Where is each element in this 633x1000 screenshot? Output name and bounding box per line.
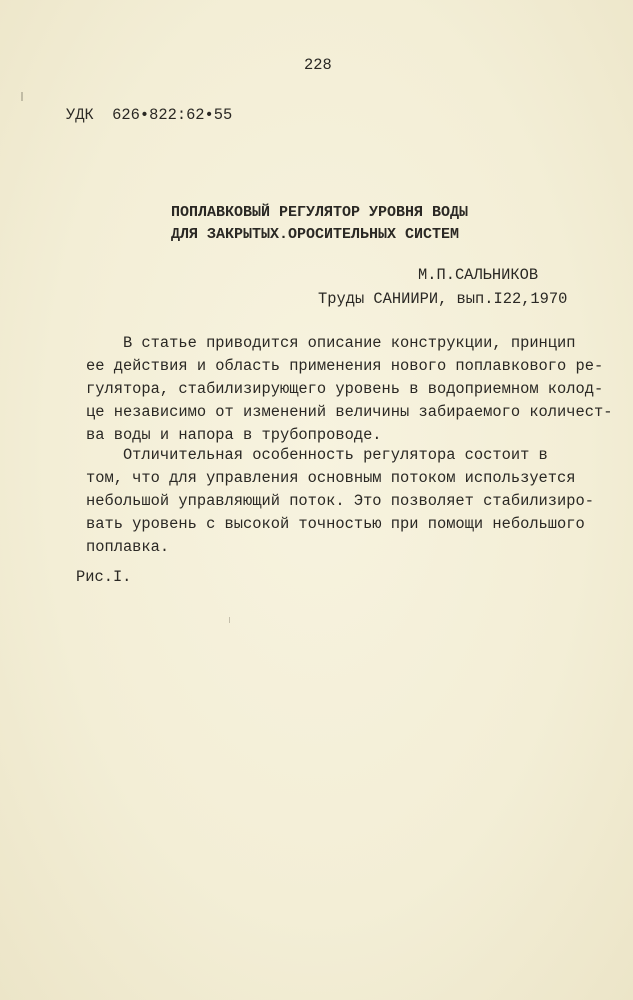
paragraph-2-line: небольшой управляющий поток. Это позволяет стабилизиро- (86, 492, 594, 510)
paragraph-2-line: вать уровень с высокой точностью при помощи небольшого (86, 515, 585, 533)
paragraph-1-line: В статье приводится описание конструкции, принцип (86, 334, 576, 352)
paragraph-1-line: гулятора, стабилизирующего уровень в водоприемном колод- (86, 380, 604, 398)
paper-mark (229, 617, 230, 623)
paragraph-1-line: це независимо от изменений величины забираемого количест- (86, 403, 613, 421)
title-line-1: ПОПЛАВКОВЫЙ РЕГУЛЯТОР УРОВНЯ ВОДЫ (171, 204, 469, 221)
paragraph-2-line: Отличительная особенность регулятора состоит в (86, 446, 548, 464)
paragraph-1-line: ва воды и напора в трубопроводе. (86, 426, 382, 444)
paragraph-1-line: ее действия и область применения нового поплавкового ре- (86, 357, 604, 375)
udc-code: УДК 626•822:62•55 (66, 106, 233, 124)
page-number: 228 (304, 56, 332, 74)
author: М.П.САЛЬНИКОВ (418, 266, 539, 284)
paper-mark (21, 92, 23, 101)
title-line-2: ДЛЯ ЗАКРЫТЫХ.ОРОСИТЕЛЬНЫХ СИСТЕМ (171, 226, 460, 243)
paragraph-2-line: поплавка. (86, 538, 170, 556)
figure-reference: Рис.I. (76, 568, 132, 586)
paragraph-2-line: том, что для управления основным потоком используется (86, 469, 576, 487)
source-reference: Труды САНИИРИ, вып.I22,1970 (318, 290, 568, 308)
